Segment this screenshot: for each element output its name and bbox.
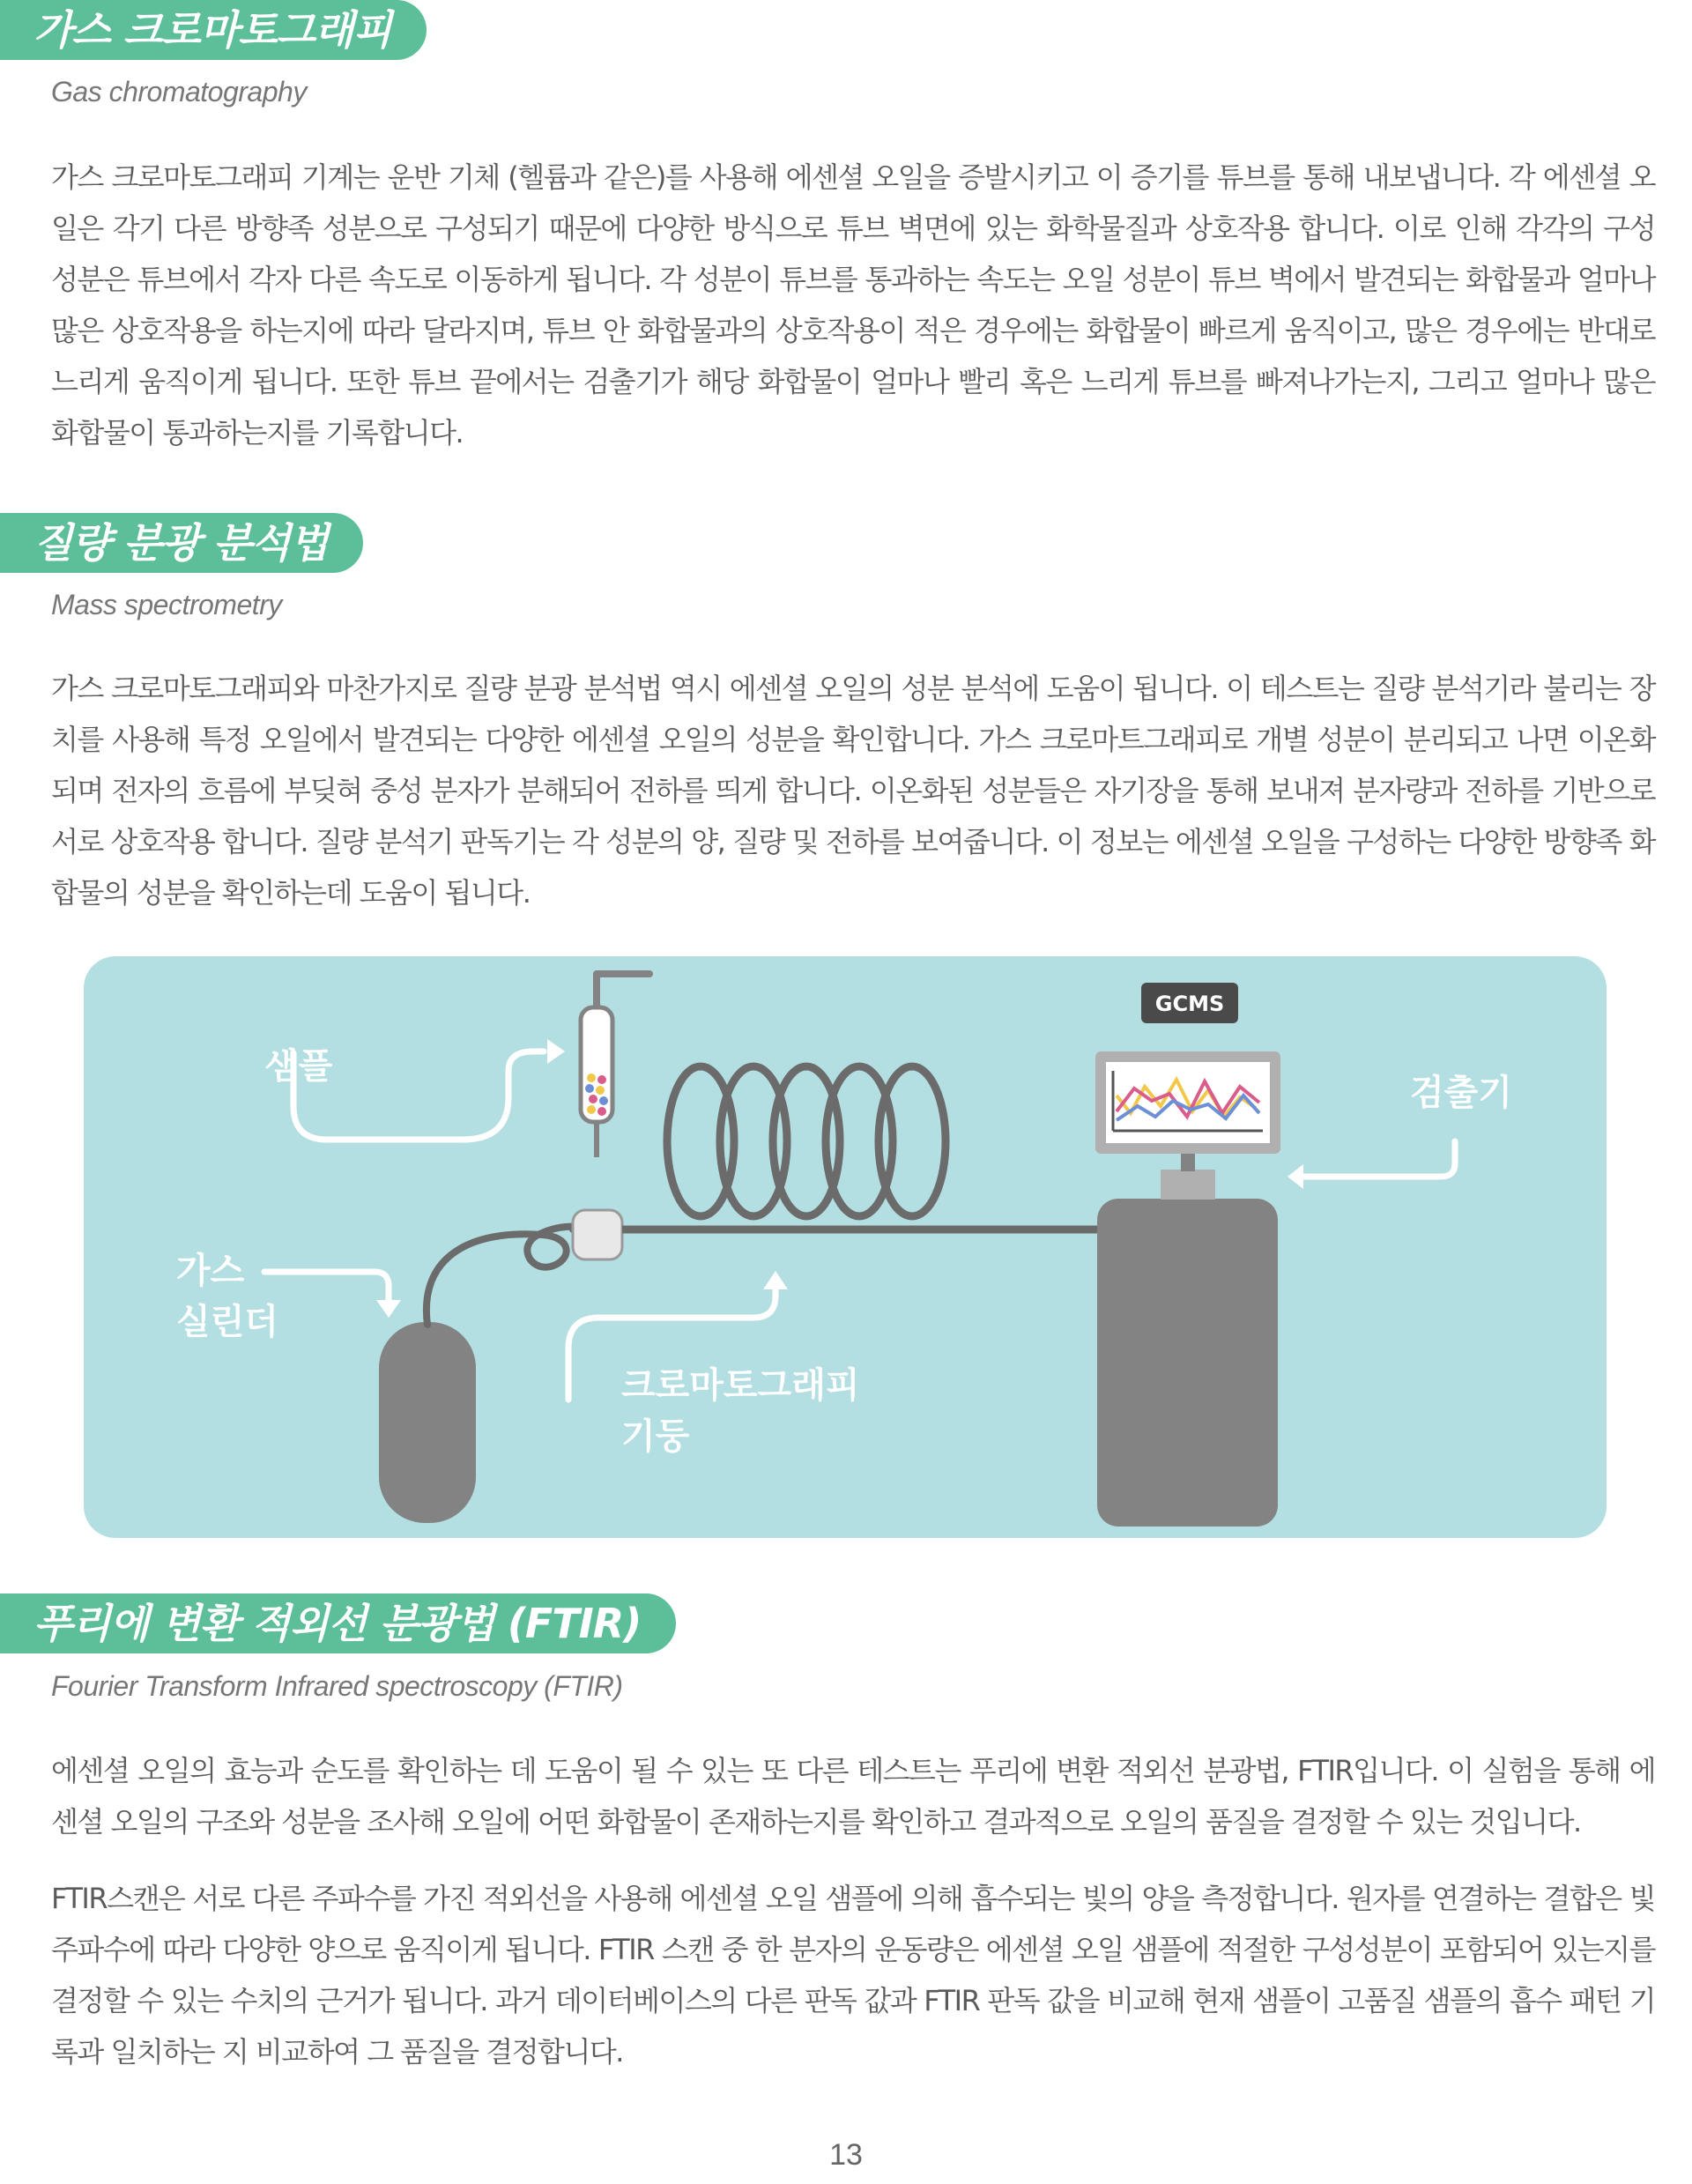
sample-dot bbox=[585, 1084, 594, 1093]
injector-port bbox=[573, 1210, 622, 1259]
label-column-line2: 기둥 bbox=[621, 1416, 690, 1457]
detector-neck bbox=[1161, 1170, 1215, 1200]
section-title-ftir: 푸리에 변환 적외선 분광법 (FTIR) bbox=[0, 1593, 676, 1653]
syringe-barrel bbox=[581, 1007, 612, 1122]
diagram-background bbox=[84, 956, 1607, 1538]
gcms-diagram-svg bbox=[84, 956, 1607, 1538]
sample-dot bbox=[597, 1107, 606, 1116]
detector-stem bbox=[1181, 1152, 1195, 1171]
label-gas-line2: 실린더 bbox=[176, 1302, 278, 1342]
paragraph-ftir-1: 에센셜 오일의 효능과 순도를 확인하는 데 도움이 될 수 있는 또 다른 테스트는 푸리에 변환 적외선 분광법, FTIR입니다. 이 실험을 통해 에센셜 오일의 구조와 성분을 조사해 오일에 어떤 화합물이 존재하는지를 확인하고 결과적으로 오일의 품질을 결정할 수 있는 것입니다. bbox=[51, 1754, 1655, 1839]
page-number: 13 bbox=[829, 2138, 863, 2172]
label-gas-line1: 가스 bbox=[176, 1251, 245, 1291]
label-sample: 샘플 bbox=[264, 1046, 333, 1087]
section-title-mass-spectrometry: 질량 분광 분석법 bbox=[0, 513, 363, 573]
section-subtitle-mass-spectrometry: Mass spectrometry bbox=[51, 589, 282, 620]
detector-body bbox=[1097, 1199, 1278, 1527]
section-subtitle-gas-chromatography: Gas chromatography bbox=[51, 76, 307, 108]
sample-dot bbox=[587, 1073, 596, 1082]
gas-cylinder bbox=[379, 1322, 476, 1523]
section-subtitle-ftir: Fourier Transform Infrared spectroscopy (FTIR) bbox=[51, 1670, 623, 1702]
paragraph-mass-spectrometry: 가스 크로마토그래피와 마찬가지로 질량 분광 분석법 역시 에센셜 오일의 성분 분석에 도움이 됩니다. 이 테스트는 질량 분석기라 불리는 장치를 사용해 특정 오일에서 발견되는 다양한 에센셜 오일의 성분을 확인합니다. 가스 크로마트그래피로 개별 성분이 분리되고 나면 이온화되며 전자의 흐름에 부딪혀 중성 분자가 분해되어 전하를 띄게 합니다. 이온화된 성분들은 자기장을 통해 보내져 분자량과 전하를 기반으로 서로 상호작용 합니다. 질량 분석기 판독기는 각 성분의 양, 질량 및 전하를 보여줍니다. 이 정보는 에센셜 오일을 구성하는 다양한 방향족 화합물의 성분을 확인하는데 도움이 됩니다. bbox=[51, 672, 1655, 910]
sample-dot bbox=[599, 1096, 608, 1105]
sample-dot bbox=[597, 1075, 606, 1084]
sample-dot bbox=[596, 1086, 605, 1095]
label-detector: 검출기 bbox=[1410, 1073, 1512, 1113]
sample-dot bbox=[587, 1105, 596, 1114]
gcms-badge-text: GCMS bbox=[1154, 992, 1225, 1016]
paragraph-ftir-2: FTIR스캔은 서로 다른 주파수를 가진 적외선을 사용해 에센셜 오일 샘플에 의해 흡수되는 빛의 양을 측정합니다. 원자를 연결하는 결합은 빛 주파수에 따라 다양한 양으로 움직이게 됩니다. FTIR 스캔 중 한 분자의 운동량은 에센셜 오일 샘플에 적절한 구성성분이 포함되어 있는지를 결정할 수 있는 수치의 근거가 됩니다. 과거 데이터베이스의 다른 판독 값과 FTIR 판독 값을 비교해 현재 샘플이 고품질 샘플의 흡수 패턴 기록과 일치하는 지 비교하여 그 품질을 결정합니다. bbox=[51, 1882, 1655, 2069]
paragraph-gas-chromatography: 가스 크로마토그래피 기계는 운반 기체 (헬륨과 같은)를 사용해 에센셜 오일을 증발시키고 이 증기를 튜브를 통해 내보냅니다. 각 에센셜 오일은 각기 다른 방향족 성분으로 구성되기 때문에 다양한 방식으로 튜브 벽면에 있는 화학물질과 상호작용 합니다. 이로 인해 각각의 구성 성분은 튜브에서 각자 다른 속도로 이동하게 됩니다. 각 성분이 튜브를 통과하는 속도는 오일 성분이 튜브 벽에서 발견되는 화합물과 얼마나 많은 상호작용을 하는지에 따라 달라지며, 튜브 안 화합물과의 상호작용이 적은 경우에는 화합물이 빠르게 움직이고, 많은 경우에는 반대로 느리게 움직이게 됩니다. 또한 튜브 끝에서는 검출기가 해당 화합물이 얼마나 빨리 혹은 느리게 튜브를 빠져나가는지, 그리고 얼마나 많은 화합물이 통과하는지를 기록합니다. bbox=[51, 160, 1655, 449]
gcms-diagram bbox=[84, 956, 1607, 1538]
label-column-line1: 크로마토그래피 bbox=[621, 1365, 860, 1406]
sample-dot bbox=[589, 1095, 597, 1103]
section-title-gas-chromatography: 가스 크로마토그래피 bbox=[0, 0, 427, 60]
